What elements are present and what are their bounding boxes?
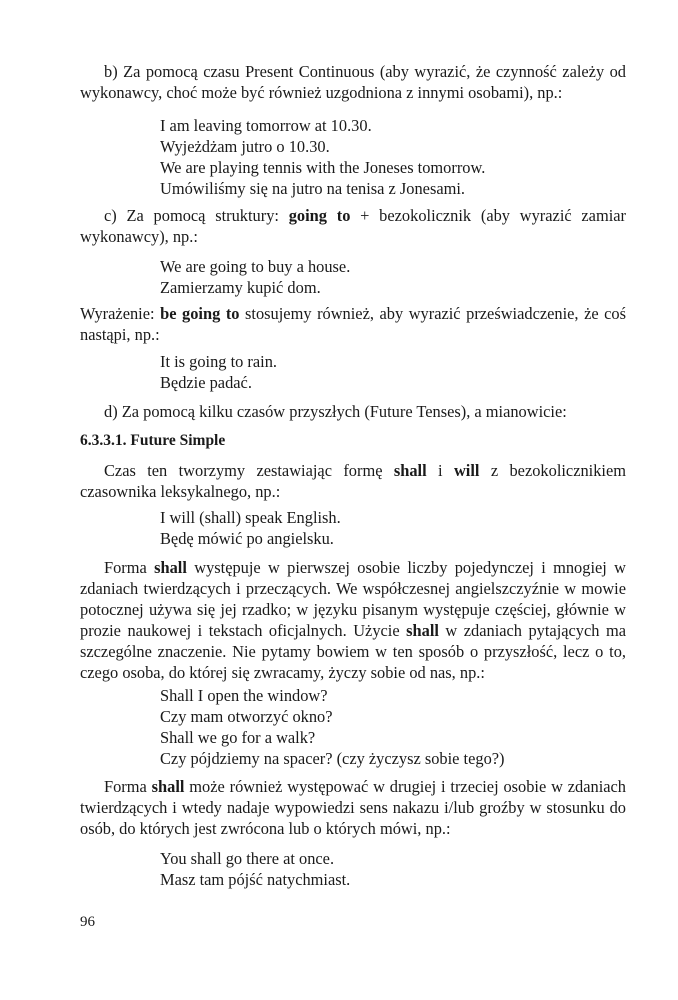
paragraph-c-post: + bezokolicznik (aby wyrazić zamiar wykonawcy), np.: bbox=[80, 206, 626, 246]
paragraph-shall1-post: w zdaniach pytających ma szczególne znaczenie. Nie pytamy bowiem w ten sposób o przyszłość, lecz o to, czego osoba, do której się zwracamy, życzy sobie od nas, np.: bbox=[80, 621, 626, 682]
example-line: We are going to buy a house. bbox=[160, 257, 351, 276]
section-heading: 6.3.3.1. Future Simple bbox=[80, 432, 226, 449]
example-line: Wyjeżdżam jutro o 10.30. bbox=[160, 137, 330, 156]
paragraph-c-bold: going to bbox=[288, 206, 351, 225]
paragraph-expr-post: stosujemy również, aby wyrazić przeświadczenie, że coś nastąpi, np.: bbox=[80, 304, 627, 344]
paragraph-shall-1 bbox=[80, 557, 626, 683]
paragraph-b bbox=[80, 61, 626, 103]
paragraph-expr-bold: be going to bbox=[160, 304, 240, 323]
paragraph-fs-bold-shall: shall bbox=[393, 461, 427, 480]
paragraph-expression bbox=[80, 303, 626, 345]
example-line: Umówiliśmy się na jutro na tenisa z Jonesami. bbox=[160, 179, 465, 198]
examples-c bbox=[160, 256, 350, 298]
example-line: Czy mam otworzyć okno? bbox=[160, 707, 333, 726]
paragraph-shall2-bold: shall bbox=[151, 777, 185, 796]
paragraph-c bbox=[80, 205, 626, 247]
examples-shall-2 bbox=[160, 848, 350, 890]
paragraph-shall1-bold-2: shall bbox=[406, 621, 439, 640]
example-line: Czy pójdziemy na spacer? (czy życzysz sobie tego?) bbox=[160, 749, 505, 768]
paragraph-expr-pre: Wyrażenie: bbox=[80, 304, 161, 323]
paragraph-b-text: b) Za pomocą czasu Present Continuous (aby wyrazić, że czynność zależy od wykonawcy, choć może być również uzgodniona z innymi osobami), np.: bbox=[80, 62, 626, 102]
examples-future-simple bbox=[160, 507, 341, 549]
example-line: Będzie padać. bbox=[160, 373, 252, 392]
examples-shall-1 bbox=[160, 685, 505, 769]
paragraph-d-text: d) Za pomocą kilku czasów przyszłych (Future Tenses), a mianowicie: bbox=[104, 402, 567, 421]
paragraph-shall2-pre: Forma bbox=[104, 777, 152, 796]
example-line: It is going to rain. bbox=[160, 352, 277, 371]
examples-b bbox=[160, 115, 485, 199]
paragraph-d bbox=[80, 401, 626, 422]
paragraph-fs-bold-will: will bbox=[453, 461, 480, 480]
paragraph-fs-mid: i bbox=[426, 461, 454, 480]
examples-expression bbox=[160, 351, 277, 393]
paragraph-future-simple bbox=[80, 460, 626, 502]
paragraph-fs-post: z bezokolicznikiem czasownika leksykalnego, np.: bbox=[80, 461, 626, 501]
example-line: Masz tam pójść natychmiast. bbox=[160, 870, 351, 889]
example-line: You shall go there at once. bbox=[160, 849, 335, 868]
example-line: I will (shall) speak English. bbox=[160, 508, 341, 527]
page-number: 96 bbox=[80, 914, 95, 930]
example-line: Będę mówić po angielsku. bbox=[160, 529, 334, 548]
example-line: Shall we go for a walk? bbox=[160, 728, 316, 747]
paragraph-shall2-post: może również występować w drugiej i trzeciej osobie w zdaniach twierdzących i wtedy nadaje wypowiedzi sens nakazu i/lub groźby w stosunku do osób, do których jest zwrócona lub o których mówi, np.: bbox=[80, 777, 626, 838]
example-line: I am leaving tomorrow at 10.30. bbox=[160, 116, 372, 135]
paragraph-shall1-bold-1: shall bbox=[154, 558, 187, 577]
paragraph-shall-2 bbox=[80, 776, 626, 839]
paragraph-c-pre: c) Za pomocą struktury: bbox=[104, 206, 289, 225]
example-line: Zamierzamy kupić dom. bbox=[160, 278, 321, 297]
example-line: We are playing tennis with the Joneses tomorrow. bbox=[160, 158, 486, 177]
example-line: Shall I open the window? bbox=[160, 686, 328, 705]
paragraph-shall1-pre: Forma bbox=[104, 558, 155, 577]
paragraph-shall1-mid: występuje w pierwszej osobie liczby pojedynczej i mnogiej w zdaniach twierdzących i przeczących. We współczesnej angielszczyźnie w mowie potocznej używa się jej rzadko; w języku pisanym występuje częściej, głównie w prozie naukowej i tekstach oficjalnych. Użycie bbox=[80, 558, 626, 640]
paragraph-fs-pre: Czas ten tworzymy zestawiając formę bbox=[104, 461, 394, 480]
